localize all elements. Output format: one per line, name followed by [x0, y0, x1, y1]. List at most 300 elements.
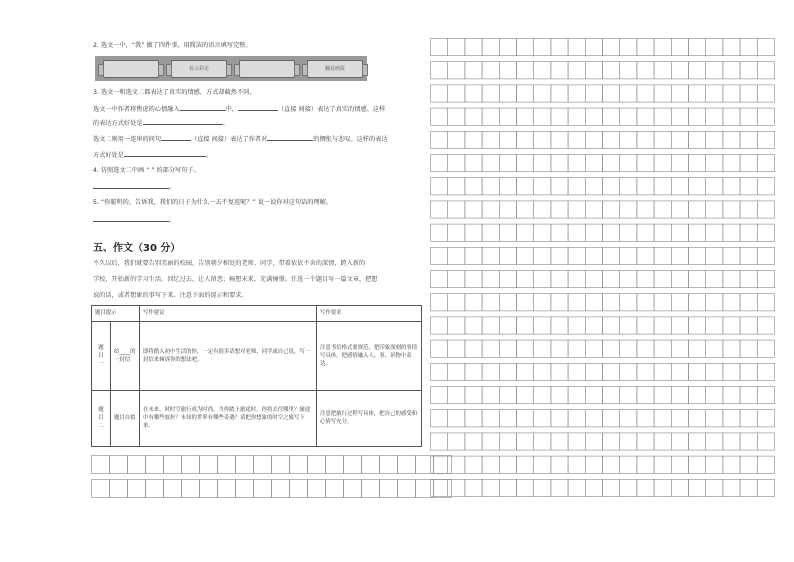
grid-cell[interactable] [551, 39, 568, 56]
q3-blank-4[interactable] [161, 134, 191, 141]
grid-cell[interactable] [534, 340, 551, 357]
grid-cell[interactable] [431, 410, 448, 427]
grid-cell[interactable] [654, 201, 671, 218]
grid-cell[interactable] [465, 155, 482, 172]
grid-cell[interactable] [465, 479, 482, 496]
grid-cell[interactable] [671, 271, 688, 288]
grid-cell[interactable] [465, 201, 482, 218]
grid-cell[interactable] [723, 155, 740, 172]
grid-cell[interactable] [499, 62, 516, 79]
grid-cell[interactable] [482, 340, 499, 357]
grid-cell[interactable] [517, 224, 534, 241]
grid-cell[interactable] [740, 247, 757, 264]
grid-cell[interactable] [723, 62, 740, 79]
grid-cell[interactable] [551, 410, 568, 427]
grid-cell[interactable] [534, 387, 551, 404]
grid-cell[interactable] [568, 108, 585, 125]
grid-cell[interactable] [465, 456, 482, 473]
grid-cell[interactable] [723, 340, 740, 357]
grid-cell[interactable] [568, 294, 585, 311]
grid-cell[interactable] [757, 456, 774, 473]
grid-cell[interactable] [482, 271, 499, 288]
grid-cell[interactable] [603, 433, 620, 450]
grid-cell[interactable] [740, 456, 757, 473]
grid-cell[interactable] [585, 62, 602, 79]
grid-cell[interactable] [110, 456, 128, 474]
grid-cell[interactable] [465, 39, 482, 56]
grid-cell[interactable] [448, 387, 465, 404]
grid-cell[interactable] [534, 433, 551, 450]
grid-cell[interactable] [603, 201, 620, 218]
grid-cell[interactable] [654, 247, 671, 264]
grid-cell[interactable] [620, 155, 637, 172]
grid-cell[interactable] [272, 480, 290, 498]
grid-cell[interactable] [603, 131, 620, 148]
grid-cell[interactable] [499, 294, 516, 311]
grid-cell[interactable] [603, 340, 620, 357]
grid-cell[interactable] [603, 294, 620, 311]
grid-cell[interactable] [465, 131, 482, 148]
grid-cell[interactable] [482, 131, 499, 148]
grid-cell[interactable] [620, 108, 637, 125]
grid-cell[interactable] [706, 131, 723, 148]
grid-cell[interactable] [534, 155, 551, 172]
grid-cell[interactable] [671, 410, 688, 427]
grid-cell[interactable] [499, 201, 516, 218]
grid-cell[interactable] [637, 247, 654, 264]
grid-cell[interactable] [740, 317, 757, 334]
grid-cell[interactable] [431, 317, 448, 334]
grid-cell[interactable] [568, 201, 585, 218]
grid-cell[interactable] [723, 85, 740, 102]
grid-cell[interactable] [448, 39, 465, 56]
grid-cell[interactable] [482, 433, 499, 450]
grid-cell[interactable] [551, 294, 568, 311]
grid-cell[interactable] [568, 178, 585, 195]
grid-cell[interactable] [499, 363, 516, 380]
grid-cell[interactable] [671, 479, 688, 496]
grid-cell[interactable] [551, 155, 568, 172]
grid-cell[interactable] [740, 155, 757, 172]
grid-cell[interactable] [637, 294, 654, 311]
grid-cell[interactable] [551, 85, 568, 102]
grid-cell[interactable] [534, 224, 551, 241]
grid-cell[interactable] [757, 178, 774, 195]
q3-blank-6[interactable] [124, 150, 206, 157]
grid-cell[interactable] [740, 479, 757, 496]
grid-cell[interactable] [671, 363, 688, 380]
grid-cell[interactable] [706, 201, 723, 218]
grid-cell[interactable] [637, 201, 654, 218]
grid-cell[interactable] [620, 247, 637, 264]
grid-cell[interactable] [689, 224, 706, 241]
grid-cell[interactable] [671, 178, 688, 195]
grid-cell[interactable] [272, 456, 290, 474]
grid-cell[interactable] [200, 480, 218, 498]
grid-cell[interactable] [448, 85, 465, 102]
grid-cell[interactable] [654, 85, 671, 102]
grid-cell[interactable] [603, 108, 620, 125]
grid-cell[interactable] [654, 387, 671, 404]
grid-cell[interactable] [706, 317, 723, 334]
grid-cell[interactable] [499, 387, 516, 404]
grid-cell[interactable] [448, 317, 465, 334]
grid-cell[interactable] [585, 456, 602, 473]
grid-cell[interactable] [654, 271, 671, 288]
grid-cell[interactable] [706, 62, 723, 79]
grid-cell[interactable] [671, 317, 688, 334]
grid-cell[interactable] [723, 178, 740, 195]
grid-cell[interactable] [465, 62, 482, 79]
grid-cell[interactable] [568, 247, 585, 264]
grid-cell[interactable] [689, 363, 706, 380]
grid-cell[interactable] [431, 201, 448, 218]
grid-cell[interactable] [706, 178, 723, 195]
grid-cell[interactable] [482, 108, 499, 125]
grid-cell[interactable] [654, 340, 671, 357]
grid-cell[interactable] [517, 155, 534, 172]
grid-cell[interactable] [551, 224, 568, 241]
grid-cell[interactable] [585, 247, 602, 264]
grid-cell[interactable] [431, 178, 448, 195]
grid-cell[interactable] [482, 294, 499, 311]
grid-cell[interactable] [551, 433, 568, 450]
grid-cell[interactable] [723, 108, 740, 125]
grid-cell[interactable] [757, 317, 774, 334]
grid-cell[interactable] [465, 410, 482, 427]
grid-cell[interactable] [448, 131, 465, 148]
grid-cell[interactable] [517, 39, 534, 56]
grid-cell[interactable] [689, 178, 706, 195]
grid-cell[interactable] [706, 387, 723, 404]
grid-cell[interactable] [517, 62, 534, 79]
grid-cell[interactable] [654, 62, 671, 79]
grid-cell[interactable] [740, 363, 757, 380]
grid-cell[interactable] [218, 480, 236, 498]
grid-cell[interactable] [706, 85, 723, 102]
grid-cell[interactable] [620, 456, 637, 473]
grid-cell[interactable] [499, 247, 516, 264]
grid-cell[interactable] [465, 340, 482, 357]
grid-cell[interactable] [740, 387, 757, 404]
grid-cell[interactable] [585, 294, 602, 311]
grid-cell[interactable] [568, 479, 585, 496]
grid-cell[interactable] [448, 433, 465, 450]
grid-cell[interactable] [568, 224, 585, 241]
grid-cell[interactable] [431, 363, 448, 380]
grid-cell[interactable] [671, 201, 688, 218]
grid-cell[interactable] [551, 108, 568, 125]
grid-cell[interactable] [585, 410, 602, 427]
grid-cell[interactable] [654, 456, 671, 473]
grid-cell[interactable] [585, 317, 602, 334]
grid-cell[interactable] [689, 271, 706, 288]
grid-cell[interactable] [380, 480, 398, 498]
grid-cell[interactable] [603, 247, 620, 264]
event-plaque-1[interactable] [103, 60, 159, 78]
grid-cell[interactable] [465, 85, 482, 102]
grid-cell[interactable] [465, 178, 482, 195]
grid-cell[interactable] [431, 108, 448, 125]
grid-cell[interactable] [236, 456, 254, 474]
grid-cell[interactable] [757, 410, 774, 427]
grid-cell[interactable] [499, 131, 516, 148]
grid-cell[interactable] [465, 387, 482, 404]
grid-cell[interactable] [448, 363, 465, 380]
grid-cell[interactable] [740, 201, 757, 218]
essay-writing-grid-bottom[interactable] [91, 455, 461, 503]
grid-cell[interactable] [757, 62, 774, 79]
grid-cell[interactable] [637, 155, 654, 172]
grid-cell[interactable] [517, 387, 534, 404]
grid-cell[interactable] [603, 410, 620, 427]
grid-cell[interactable] [534, 108, 551, 125]
grid-cell[interactable] [706, 271, 723, 288]
grid-cell[interactable] [254, 456, 272, 474]
grid-cell[interactable] [482, 201, 499, 218]
grid-cell[interactable] [448, 224, 465, 241]
grid-cell[interactable] [465, 317, 482, 334]
grid-cell[interactable] [671, 387, 688, 404]
grid-cell[interactable] [723, 479, 740, 496]
grid-cell[interactable] [637, 131, 654, 148]
grid-cell[interactable] [585, 387, 602, 404]
q3-blank-2[interactable] [238, 104, 278, 111]
grid-cell[interactable] [326, 456, 344, 474]
grid-cell[interactable] [568, 39, 585, 56]
grid-cell[interactable] [620, 317, 637, 334]
grid-cell[interactable] [534, 456, 551, 473]
grid-cell[interactable] [740, 410, 757, 427]
grid-cell[interactable] [568, 131, 585, 148]
grid-cell[interactable] [585, 131, 602, 148]
grid-cell[interactable] [706, 479, 723, 496]
grid-cell[interactable] [534, 410, 551, 427]
grid-cell[interactable] [236, 480, 254, 498]
grid-cell[interactable] [164, 480, 182, 498]
grid-cell[interactable] [482, 479, 499, 496]
grid-cell[interactable] [465, 294, 482, 311]
grid-cell[interactable] [603, 178, 620, 195]
grid-cell[interactable] [517, 479, 534, 496]
grid-cell[interactable] [465, 224, 482, 241]
grid-cell[interactable] [740, 131, 757, 148]
grid-cell[interactable] [431, 85, 448, 102]
grid-cell[interactable] [568, 62, 585, 79]
grid-cell[interactable] [757, 363, 774, 380]
grid-cell[interactable] [620, 178, 637, 195]
grid-cell[interactable] [689, 433, 706, 450]
grid-cell[interactable] [448, 62, 465, 79]
grid-cell[interactable] [637, 224, 654, 241]
grid-cell[interactable] [740, 108, 757, 125]
grid-cell[interactable] [654, 410, 671, 427]
grid-cell[interactable] [689, 201, 706, 218]
grid-cell[interactable] [637, 340, 654, 357]
grid-cell[interactable] [465, 108, 482, 125]
grid-cell[interactable] [431, 433, 448, 450]
grid-cell[interactable] [551, 456, 568, 473]
grid-cell[interactable] [448, 247, 465, 264]
grid-cell[interactable] [499, 178, 516, 195]
grid-cell[interactable] [431, 340, 448, 357]
grid-cell[interactable] [706, 224, 723, 241]
grid-cell[interactable] [654, 433, 671, 450]
grid-cell[interactable] [689, 340, 706, 357]
grid-cell[interactable] [534, 85, 551, 102]
grid-cell[interactable] [757, 131, 774, 148]
grid-cell[interactable] [482, 456, 499, 473]
grid-cell[interactable] [637, 85, 654, 102]
grid-cell[interactable] [482, 247, 499, 264]
grid-cell[interactable] [689, 155, 706, 172]
grid-cell[interactable] [585, 479, 602, 496]
grid-cell[interactable] [326, 480, 344, 498]
grid-cell[interactable] [706, 433, 723, 450]
grid-cell[interactable] [620, 271, 637, 288]
grid-cell[interactable] [499, 155, 516, 172]
grid-cell[interactable] [620, 39, 637, 56]
grid-cell[interactable] [551, 131, 568, 148]
grid-cell[interactable] [434, 456, 452, 474]
grid-cell[interactable] [654, 479, 671, 496]
grid-cell[interactable] [534, 178, 551, 195]
grid-cell[interactable] [603, 224, 620, 241]
grid-cell[interactable] [482, 410, 499, 427]
grid-cell[interactable] [431, 247, 448, 264]
grid-cell[interactable] [723, 39, 740, 56]
grid-cell[interactable] [740, 39, 757, 56]
grid-cell[interactable] [654, 294, 671, 311]
grid-cell[interactable] [689, 317, 706, 334]
grid-cell[interactable] [723, 201, 740, 218]
grid-cell[interactable] [689, 294, 706, 311]
grid-cell[interactable] [517, 178, 534, 195]
grid-cell[interactable] [603, 479, 620, 496]
grid-cell[interactable] [603, 456, 620, 473]
grid-cell[interactable] [723, 410, 740, 427]
grid-cell[interactable] [465, 433, 482, 450]
grid-cell[interactable] [92, 456, 110, 474]
grid-cell[interactable] [706, 340, 723, 357]
grid-cell[interactable] [654, 155, 671, 172]
grid-cell[interactable] [620, 479, 637, 496]
grid-cell[interactable] [706, 247, 723, 264]
grid-cell[interactable] [585, 108, 602, 125]
grid-cell[interactable] [757, 224, 774, 241]
grid-cell[interactable] [482, 387, 499, 404]
grid-cell[interactable] [654, 363, 671, 380]
grid-cell[interactable] [689, 131, 706, 148]
grid-cell[interactable] [637, 39, 654, 56]
grid-cell[interactable] [517, 294, 534, 311]
grid-cell[interactable] [637, 178, 654, 195]
grid-cell[interactable] [534, 62, 551, 79]
grid-cell[interactable] [482, 178, 499, 195]
grid-cell[interactable] [671, 247, 688, 264]
grid-cell[interactable] [723, 387, 740, 404]
grid-cell[interactable] [637, 410, 654, 427]
grid-cell[interactable] [585, 155, 602, 172]
grid-cell[interactable] [182, 480, 200, 498]
grid-cell[interactable] [723, 271, 740, 288]
grid-cell[interactable] [448, 294, 465, 311]
grid-cell[interactable] [482, 85, 499, 102]
grid-cell[interactable] [757, 294, 774, 311]
grid-cell[interactable] [517, 433, 534, 450]
grid-cell[interactable] [740, 62, 757, 79]
grid-cell[interactable] [534, 294, 551, 311]
grid-cell[interactable] [465, 363, 482, 380]
grid-cell[interactable] [620, 410, 637, 427]
grid-cell[interactable] [110, 480, 128, 498]
grid-cell[interactable] [585, 340, 602, 357]
grid-cell[interactable] [568, 433, 585, 450]
grid-cell[interactable] [568, 387, 585, 404]
grid-cell[interactable] [637, 387, 654, 404]
grid-cell[interactable] [585, 363, 602, 380]
grid-cell[interactable] [585, 201, 602, 218]
grid-cell[interactable] [654, 108, 671, 125]
grid-cell[interactable] [431, 39, 448, 56]
grid-cell[interactable] [499, 410, 516, 427]
grid-cell[interactable] [448, 178, 465, 195]
grid-cell[interactable] [499, 317, 516, 334]
grid-cell[interactable] [416, 480, 434, 498]
grid-cell[interactable] [431, 271, 448, 288]
grid-cell[interactable] [431, 62, 448, 79]
grid-cell[interactable] [689, 62, 706, 79]
grid-cell[interactable] [499, 271, 516, 288]
grid-cell[interactable] [603, 85, 620, 102]
grid-cell[interactable] [517, 363, 534, 380]
grid-cell[interactable] [534, 317, 551, 334]
grid-cell[interactable] [654, 224, 671, 241]
grid-cell[interactable] [448, 108, 465, 125]
grid-cell[interactable] [723, 131, 740, 148]
grid-cell[interactable] [671, 39, 688, 56]
grid-cell[interactable] [517, 131, 534, 148]
grid-cell[interactable] [637, 456, 654, 473]
grid-cell[interactable] [398, 456, 416, 474]
grid-cell[interactable] [671, 340, 688, 357]
q3-blank-3[interactable] [143, 118, 223, 125]
grid-cell[interactable] [200, 456, 218, 474]
grid-cell[interactable] [706, 155, 723, 172]
grid-cell[interactable] [585, 39, 602, 56]
grid-cell[interactable] [362, 480, 380, 498]
grid-cell[interactable] [146, 456, 164, 474]
grid-cell[interactable] [671, 108, 688, 125]
grid-cell[interactable] [757, 247, 774, 264]
grid-cell[interactable] [344, 480, 362, 498]
grid-cell[interactable] [740, 178, 757, 195]
grid-cell[interactable] [757, 271, 774, 288]
grid-cell[interactable] [706, 294, 723, 311]
grid-cell[interactable] [689, 479, 706, 496]
grid-cell[interactable] [499, 224, 516, 241]
grid-cell[interactable] [568, 340, 585, 357]
q5-answer-blank[interactable] [93, 215, 169, 222]
grid-cell[interactable] [723, 456, 740, 473]
grid-cell[interactable] [585, 224, 602, 241]
grid-cell[interactable] [740, 294, 757, 311]
grid-cell[interactable] [92, 480, 110, 498]
grid-cell[interactable] [689, 387, 706, 404]
grid-cell[interactable] [654, 131, 671, 148]
grid-cell[interactable] [551, 363, 568, 380]
grid-cell[interactable] [534, 363, 551, 380]
